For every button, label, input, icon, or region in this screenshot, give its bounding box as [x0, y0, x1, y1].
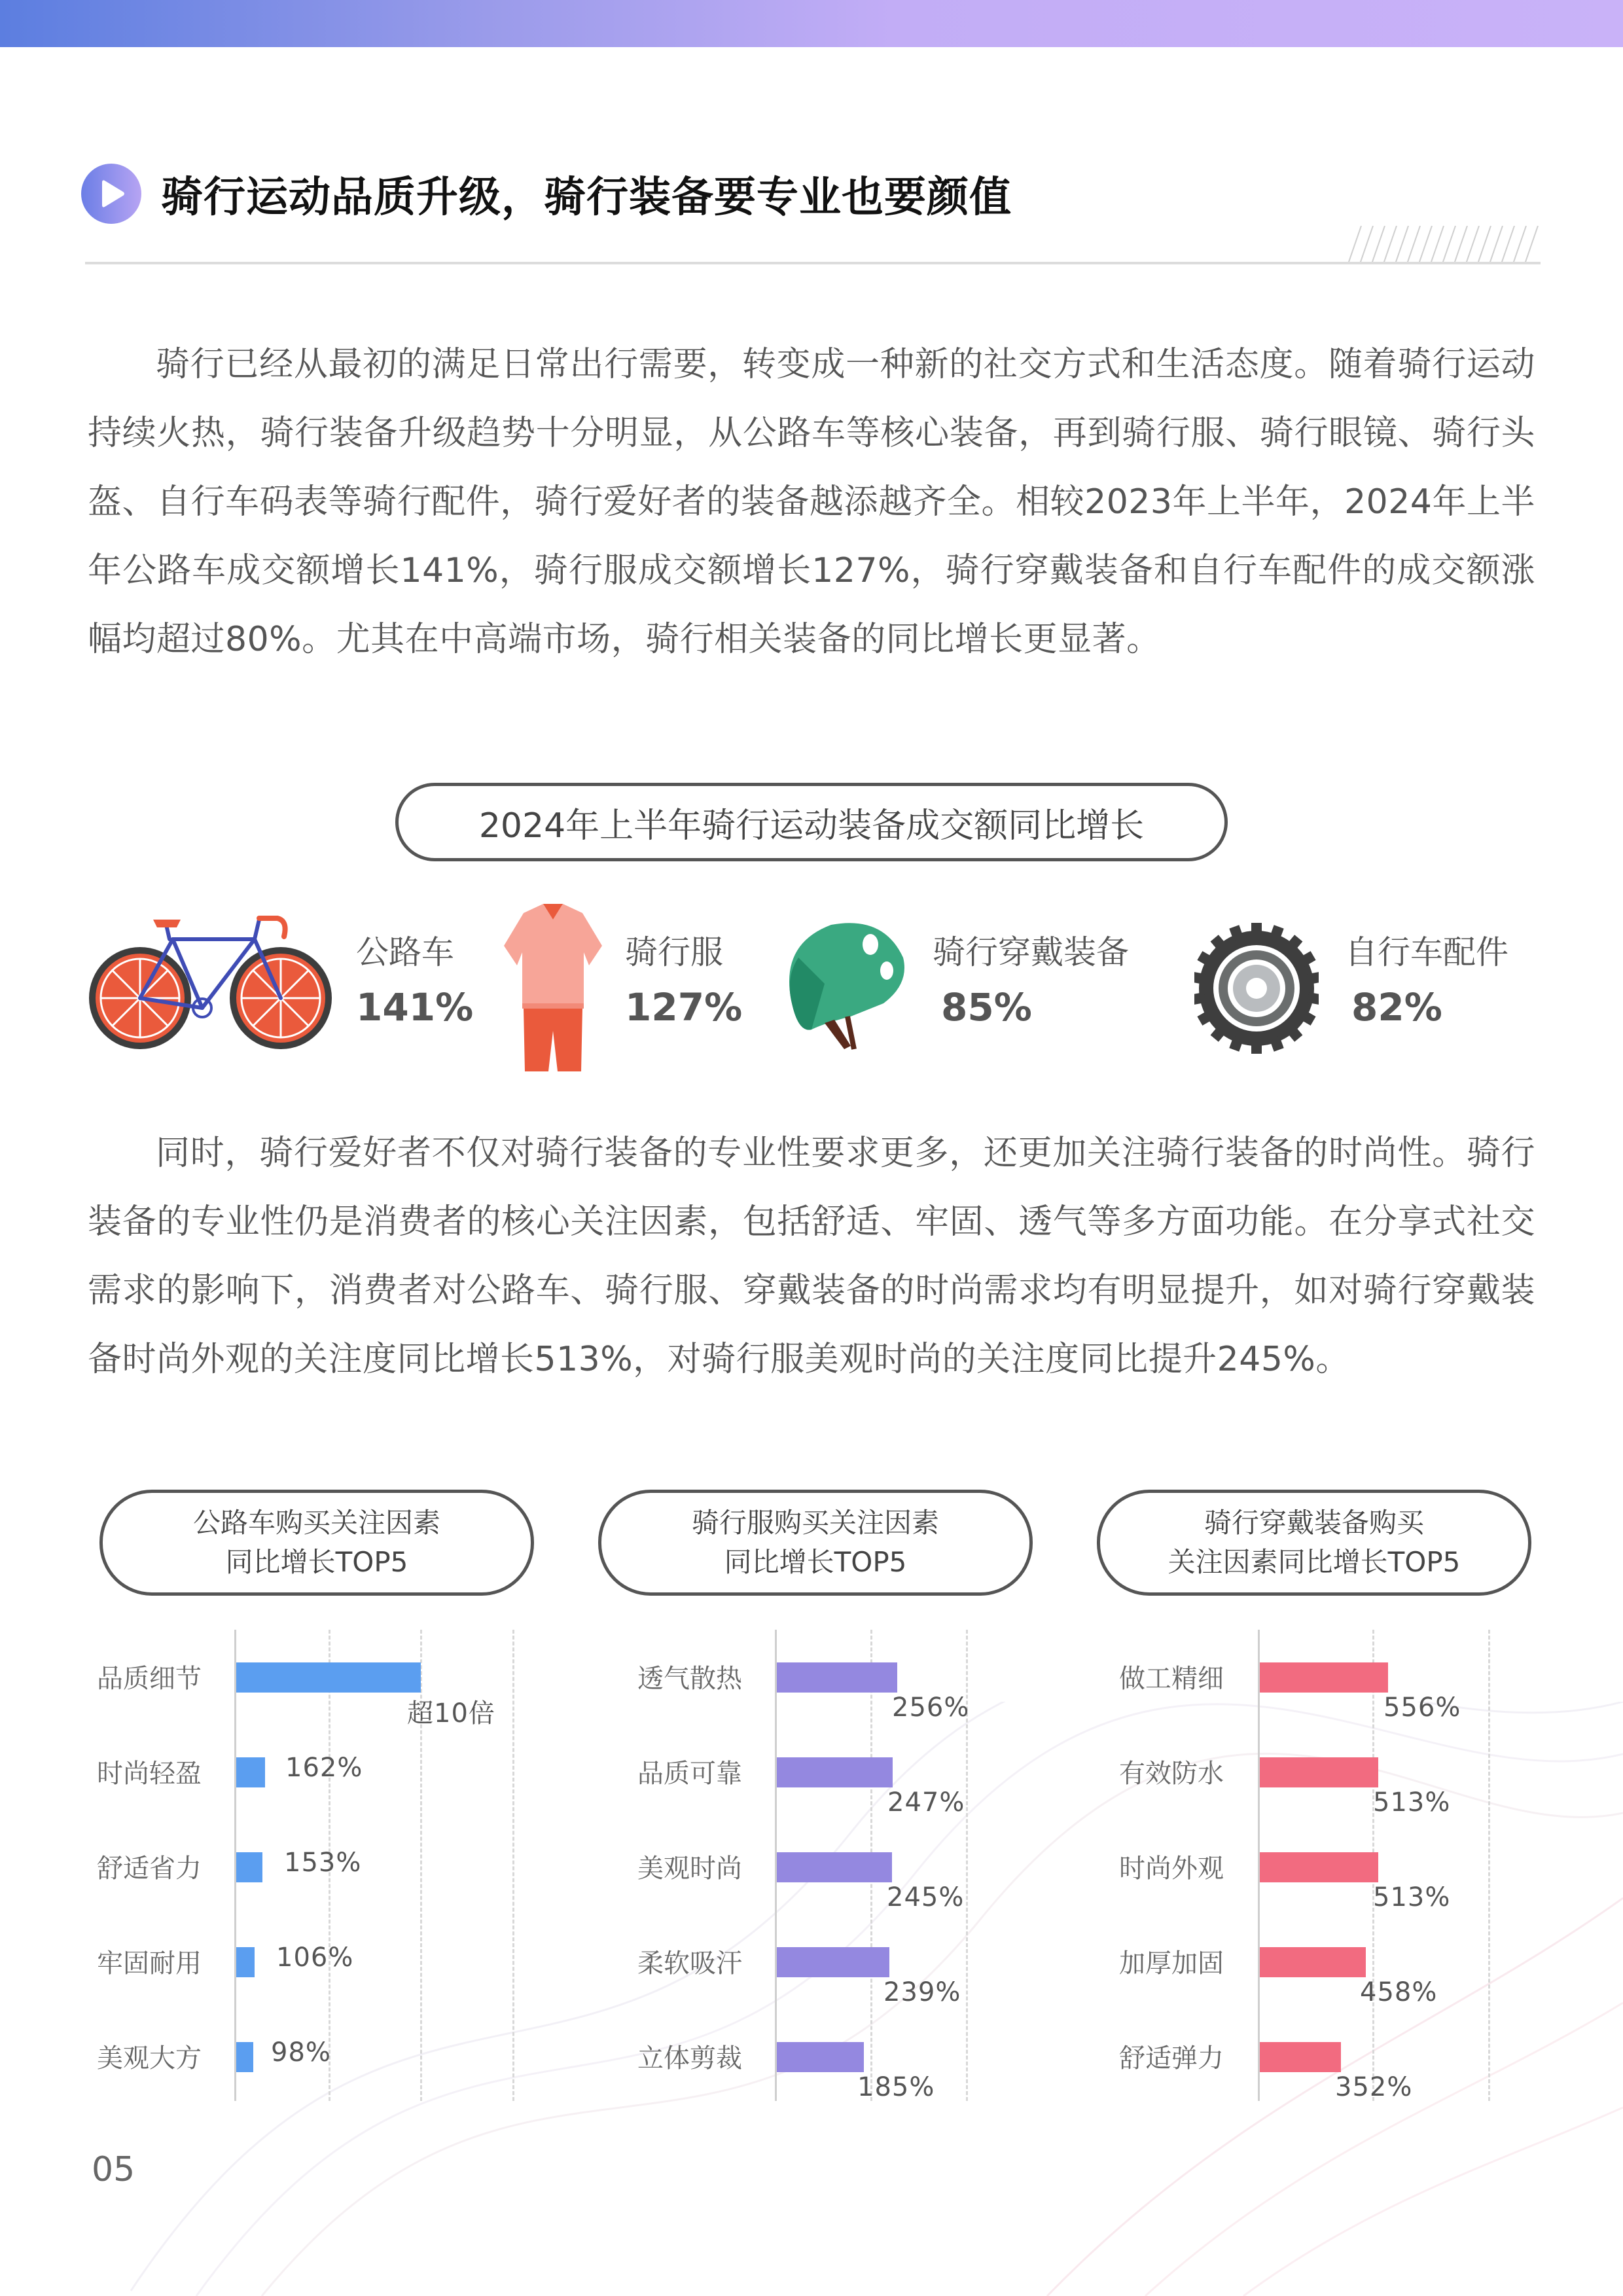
chart-bar: [1260, 1852, 1378, 1882]
chart-row-label: 美观时尚: [637, 1854, 742, 1884]
page-title: 骑行运动品质升级，骑行装备要专业也要颜值: [161, 173, 1012, 222]
stat-value: 82%: [1351, 985, 1442, 1030]
header-gradient-bar: [0, 0, 1623, 47]
stat-value: 85%: [941, 985, 1032, 1030]
chart-row-label: 立体剪裁: [637, 2043, 742, 2073]
chart-bar-value: 513%: [1373, 1787, 1451, 1818]
chart-row-label: 柔软吸汗: [637, 1948, 742, 1979]
chart-bar-value: 247%: [887, 1787, 965, 1818]
chart-bar-value: 98%: [271, 2037, 331, 2068]
chart-row-label: 有效防水: [1119, 1759, 1224, 1789]
page-number: 05: [92, 2150, 135, 2189]
chart-title-line: 关注因素同比增长TOP5: [1168, 1546, 1461, 1578]
chart-row-label: 时尚轻盈: [97, 1759, 202, 1789]
stat-label: 骑行服: [625, 933, 723, 971]
chart-title-jersey: [598, 1490, 1033, 1596]
play-circle-icon: [81, 164, 141, 224]
chart-bar: [236, 1757, 265, 1787]
stat-label: 自行车配件: [1345, 933, 1508, 971]
chart-title-wearable: [1097, 1490, 1531, 1596]
chart-bar-value: 556%: [1383, 1693, 1461, 1723]
chart-bar: [1260, 1757, 1378, 1787]
chart-bar-value: 106%: [276, 1943, 354, 1973]
chart-row-label: 品质可靠: [637, 1759, 742, 1789]
stat-label: 公路车: [356, 933, 454, 971]
chart-bar: [1260, 1662, 1388, 1693]
intro-paragraph: 骑行已经从最初的满足日常出行需要，转变成一种新的社交方式和生活态度。随着骑行运动持续火热，骑行装备升级趋势十分明显，从公路车等核心装备，再到骑行服、骑行眼镜、骑行头盔、自行车码表等骑行配件，骑行爱好者的装备越添越齐全。相较2023年上半年，2024年上半年公路车成交额增长141%，骑行服成交额增长127%，骑行穿戴装备和自行车配件的成交额涨幅均超过80%。尤其在中高端市场，骑行相关装备的同比增长更显著。: [88, 345, 1535, 659]
chart-row-label: 品质细节: [97, 1664, 202, 1694]
chart-bar-value: 239%: [883, 1977, 961, 2007]
chart-bar-value: 162%: [285, 1753, 363, 1783]
chart-bar-value: 245%: [887, 1882, 965, 1912]
title-divider: [85, 262, 1541, 264]
bicycle-icon: [88, 913, 336, 1057]
chart-bar: [777, 1852, 892, 1882]
chart-bar-value: 513%: [1373, 1882, 1451, 1912]
chart-title-road-bike: [99, 1490, 534, 1596]
chart-wearable: [1113, 1617, 1558, 2114]
chart-title-line: 骑行穿戴装备购买: [1204, 1507, 1424, 1539]
stat-value: 127%: [625, 985, 743, 1030]
chart-row-label: 牢固耐用: [97, 1948, 202, 1979]
chart-bar: [777, 2042, 864, 2072]
chart-bar-value: 352%: [1335, 2072, 1413, 2102]
stat-bike-accessories: [1194, 900, 1561, 1070]
chart-bar-value: 256%: [892, 1693, 970, 1723]
chart-title-line: 同比增长TOP5: [724, 1546, 907, 1578]
growth-section-title: [395, 783, 1228, 861]
stat-cycling-jersey: [497, 900, 785, 1070]
stat-label: 骑行穿戴装备: [933, 933, 1129, 971]
hatch-decoration: [1342, 226, 1541, 264]
section-title-row: [81, 162, 1012, 225]
helmet-icon: [772, 918, 910, 1062]
chart-jersey: [615, 1617, 1034, 2114]
chart-bar: [777, 1757, 893, 1787]
fashion-paragraph: 同时，骑行爱好者不仅对骑行装备的专业性要求更多，还更加关注骑行装备的时尚性。骑行装备的专业性仍是消费者的核心关注因素，包括舒适、牢固、透气等多方面功能。在分享式社交需求的影响下，消费者对公路车、骑行服、穿戴装备的时尚需求均有明显提升，如对骑行穿戴装备时尚外观的关注度同比增长513%，对骑行服美观时尚的关注度同比提升245%。: [88, 1134, 1535, 1379]
chart-bar: [1260, 2042, 1341, 2072]
chart-bar-value: 185%: [857, 2072, 935, 2102]
chart-bar: [777, 1947, 889, 1977]
chart-title-line: 同比增长TOP5: [225, 1546, 408, 1578]
chart-bar-value: 153%: [284, 1848, 362, 1878]
stat-road-bike: [88, 900, 493, 1070]
chart-row-label: 时尚外观: [1119, 1854, 1224, 1884]
chart-title-line: 骑行服购买关注因素: [691, 1507, 939, 1539]
chart-row-label: 做工精细: [1119, 1664, 1224, 1694]
chart-row-label: 舒适省力: [97, 1854, 202, 1884]
chart-row-label: 舒适弹力: [1119, 2043, 1224, 2073]
chart-row-label: 加厚加固: [1119, 1948, 1224, 1979]
chart-row-label: 透气散热: [637, 1664, 742, 1694]
chart-title-line: 公路车购买关注因素: [192, 1507, 440, 1539]
chart-gridline: [1488, 1630, 1490, 2101]
chart-bar: [777, 1662, 897, 1693]
chart-bar: [236, 1852, 262, 1882]
chart-bar: [236, 2042, 253, 2072]
chart-bar-value: 超10倍: [407, 1698, 495, 1729]
gear-sprocket-icon: [1194, 923, 1319, 1054]
chart-gridline: [512, 1630, 514, 2101]
cycling-jersey-icon: [497, 900, 609, 1073]
stat-wearable-gear: [772, 900, 1178, 1070]
growth-section-title-text: 2024年上半年骑行运动装备成交额同比增长: [478, 806, 1145, 846]
chart-row-label: 美观大方: [97, 2043, 202, 2073]
chart-bar: [236, 1947, 255, 1977]
stat-value: 141%: [356, 985, 474, 1030]
chart-bar: [236, 1662, 421, 1693]
chart-road-bike: [92, 1617, 537, 2114]
chart-bar-value: 458%: [1360, 1977, 1438, 2007]
chart-bar: [1260, 1947, 1366, 1977]
